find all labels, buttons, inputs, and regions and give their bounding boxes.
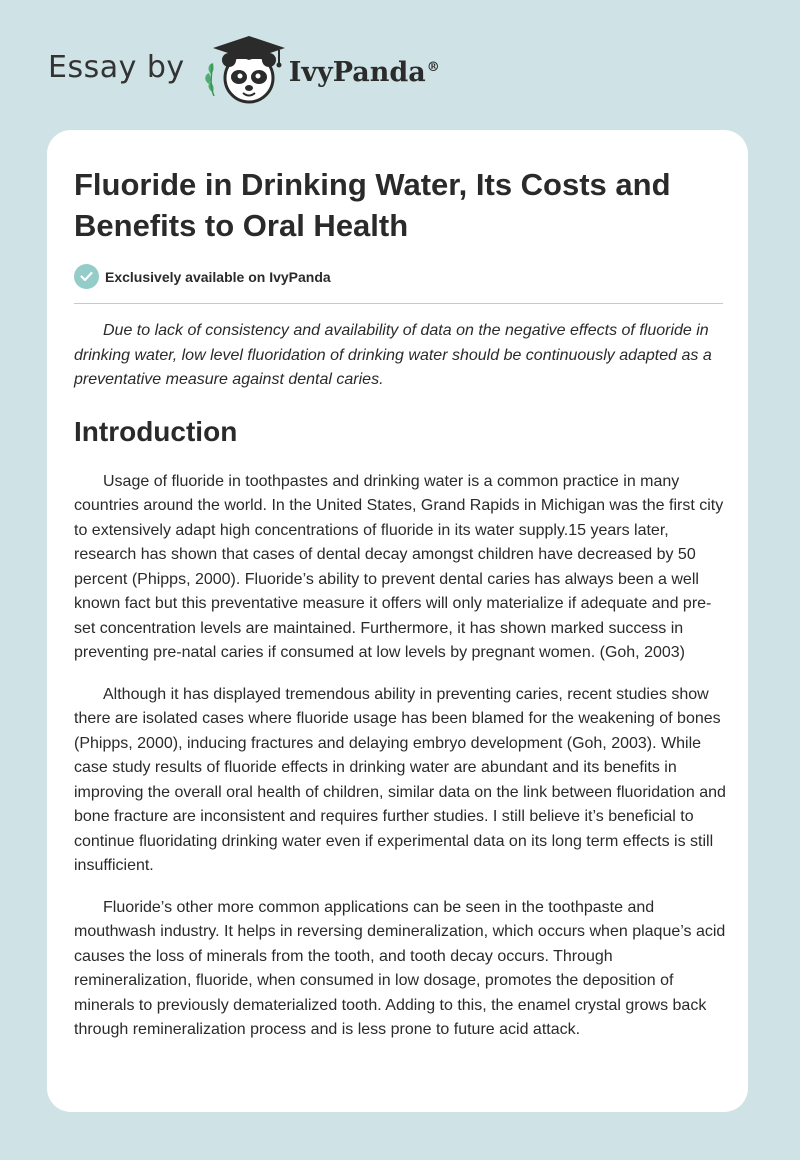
body-paragraph: Although it has displayed tremendous ability in preventing caries, recent studies show there are isolated cases where fluoride usage has been blamed for the weakening of bones (Phipps, 2000), inducing fractures and delaying embryo development (Goh, 2003). While case study results of fluoride effects in drinking water are abundant and its benefits in improving the overall oral health of children, similar data on the link between fluoridation and bone fracture are inconsistent and requires further studies. I still believe it’s beneficial to continue fluoridating drinking water even if experimental data on its long term effects is still insufficient. — [74, 685, 726, 874]
essay-by-label: Essay by — [48, 49, 185, 85]
body-paragraph: Usage of fluoride in toothpastes and drinking water is a common practice in many countries around the world. In the United States, Grand Rapids in Michigan was the first city to extensively adapt high concentrations of fluoride in its water supply.15 years later, research has shown that cases of dental decay amongst children have decreased by 50 percent (Phipps, 2000). Fluoride’s ability to prevent dental caries has always been a well known fact but this preventative measure it offers will only materialize if adequate and pre-set concentration levels are maintained. Furthermore, it has shown marked success in preventing pre-natal caries if consumed at low levels by pregnant women. (Goh, 2003) — [74, 472, 724, 661]
body-paragraph: Fluoride’s other more common applications can be seen in the toothpaste and mouthwash industry. It helps in reversing demineralization, which occurs when plaque’s acid causes the loss of minerals from the tooth, and tooth decay occurs. Through remineralization, fluoride, when consumed in low dosage, promotes the deposition of minerals to previously dematerialized tooth. Adding to this, the enamel crystal grows back through remineralization process and is less prone to future acid attack. — [74, 898, 726, 1038]
check-icon — [74, 264, 99, 289]
essay-card — [47, 130, 748, 1112]
panda-graduate-icon — [199, 30, 293, 110]
registered-mark: ® — [426, 59, 440, 75]
essay-title: Fluoride in Drinking Water, Its Costs and Benefits to Oral Health — [74, 167, 671, 243]
site-header — [48, 30, 440, 110]
title-divider — [74, 303, 723, 304]
exclusive-label: Exclusively available on IvyPanda — [105, 268, 331, 285]
essay-body — [74, 319, 726, 1043]
exclusive-badge — [74, 264, 331, 289]
brand-name: IvyPanda® — [288, 56, 440, 88]
section-heading-introduction: Introduction — [74, 415, 238, 447]
essay-abstract: Due to lack of consistency and availability of data on the negative effects of fluoride in drinking water, low level fluoridation of drinking water should be continuously adapted as a preventative measure against dental caries. — [74, 322, 712, 388]
